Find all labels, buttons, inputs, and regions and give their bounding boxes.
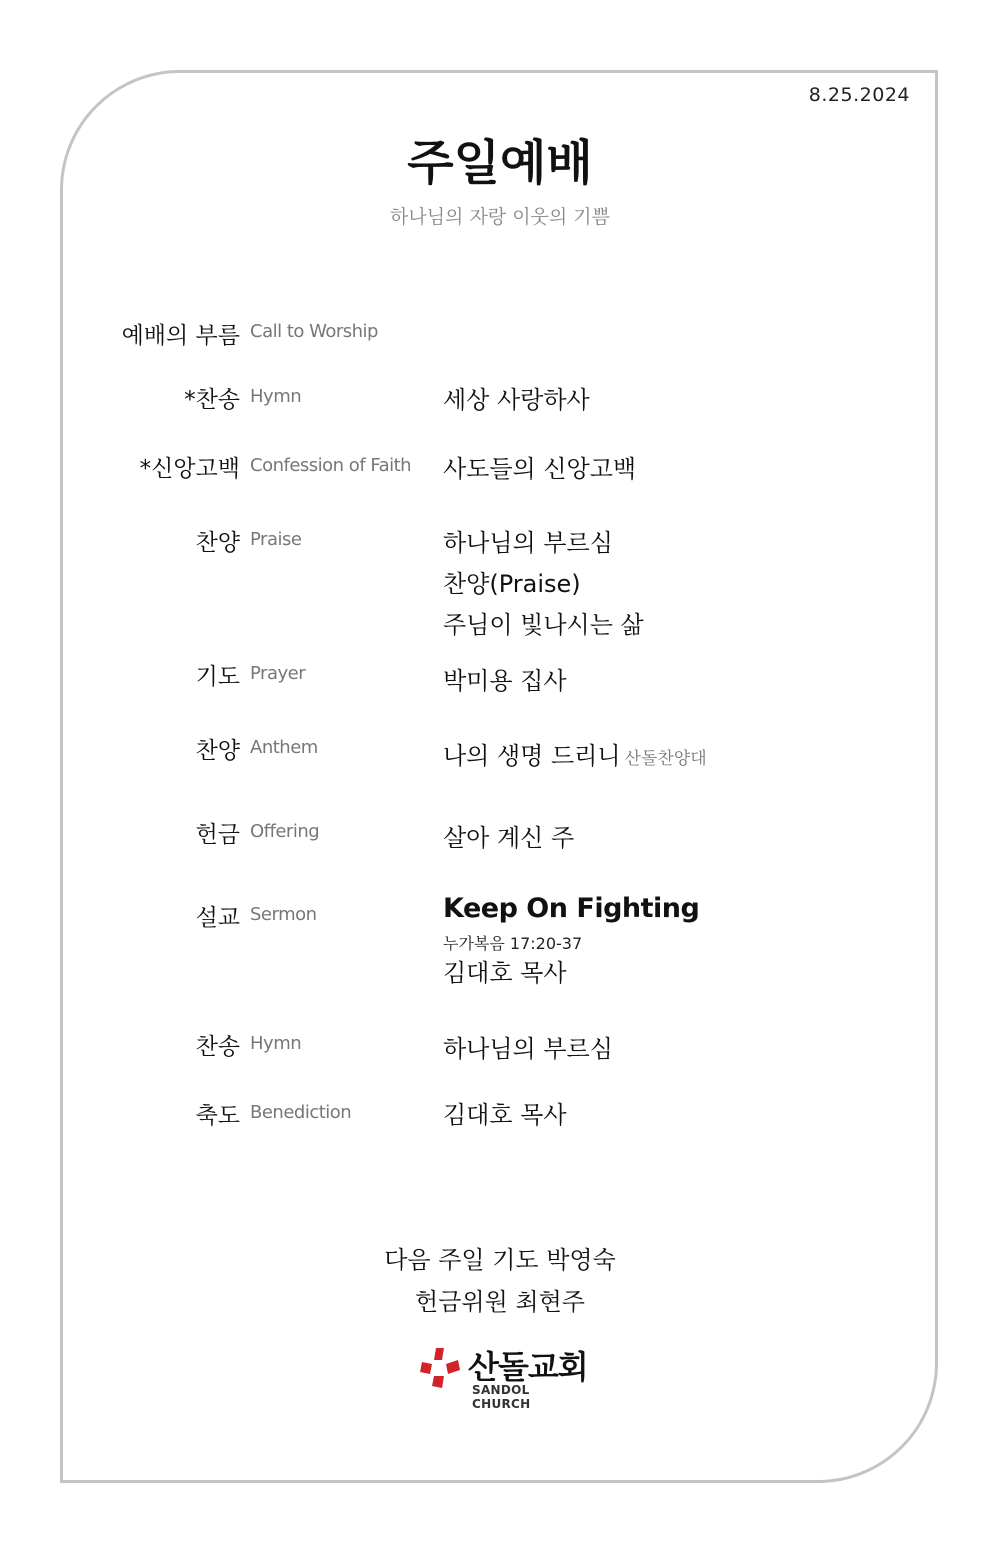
offering-value: 살아 계신 주 [443,824,575,852]
call-to-worship-en: Call to Worship [250,321,378,342]
call-to-worship-label: 예배의 부름 [121,323,240,349]
closing-hymn-en: Hymn [250,1033,302,1054]
anthem-choir: 산돌찬양대 [624,749,707,769]
offering-en: Offering [250,821,320,842]
benediction-label: 축도 [195,1103,240,1129]
offering-label: 헌금 [195,822,240,848]
sermon-reference: 누가복음 17:20-37 [443,934,583,953]
anthem-en: Anthem [250,737,318,758]
service-date: 8.25.2024 [808,84,910,106]
creed-en: Confession of Faith [250,455,412,476]
benediction-value: 김대호 목사 [443,1101,567,1129]
hymn-en: Hymn [250,386,302,407]
praise-song: 찬양(Praise) [443,570,581,598]
creed-label: *신앙고백 [139,456,240,482]
church-logo [418,1342,588,1411]
sermon-en: Sermon [250,904,317,925]
prayer-label: 기도 [195,664,240,690]
anthem-title: 나의 생명 드리니 [443,742,621,770]
praise-song: 하나님의 부르심 [443,529,613,557]
offering-committee: 헌금위원 최현주 [415,1288,585,1316]
anthem-label: 찬양 [195,738,240,764]
praise-label: 찬양 [195,530,240,556]
church-name-en: SANDOL CHURCH [472,1383,531,1411]
hymn-value: 세상 사랑하사 [443,386,590,414]
next-week-prayer: 다음 주일 기도 박영숙 [384,1246,616,1274]
page-subtitle: 하나님의 자랑 이웃의 기쁨 [389,206,610,228]
creed-value: 사도들의 신앙고백 [443,455,637,483]
sermon-title: Keep On Fighting [443,893,700,924]
benediction-en: Benediction [250,1102,352,1123]
church-logo-icon [418,1346,462,1390]
closing-hymn-label: 찬송 [195,1034,240,1060]
closing-hymn-value: 하나님의 부르심 [443,1035,613,1063]
page-title: 주일예배 [407,135,593,191]
hymn-label: *찬송 [184,387,240,413]
sermon-preacher: 김대호 목사 [443,959,567,987]
praise-song: 주님이 빛나시는 삶 [443,611,644,639]
praise-en: Praise [250,529,302,550]
prayer-value: 박미용 집사 [443,667,567,695]
sermon-label: 설교 [195,905,240,931]
prayer-en: Prayer [250,663,306,684]
anthem-value [443,736,707,771]
church-name: 산돌교회 [468,1348,588,1386]
